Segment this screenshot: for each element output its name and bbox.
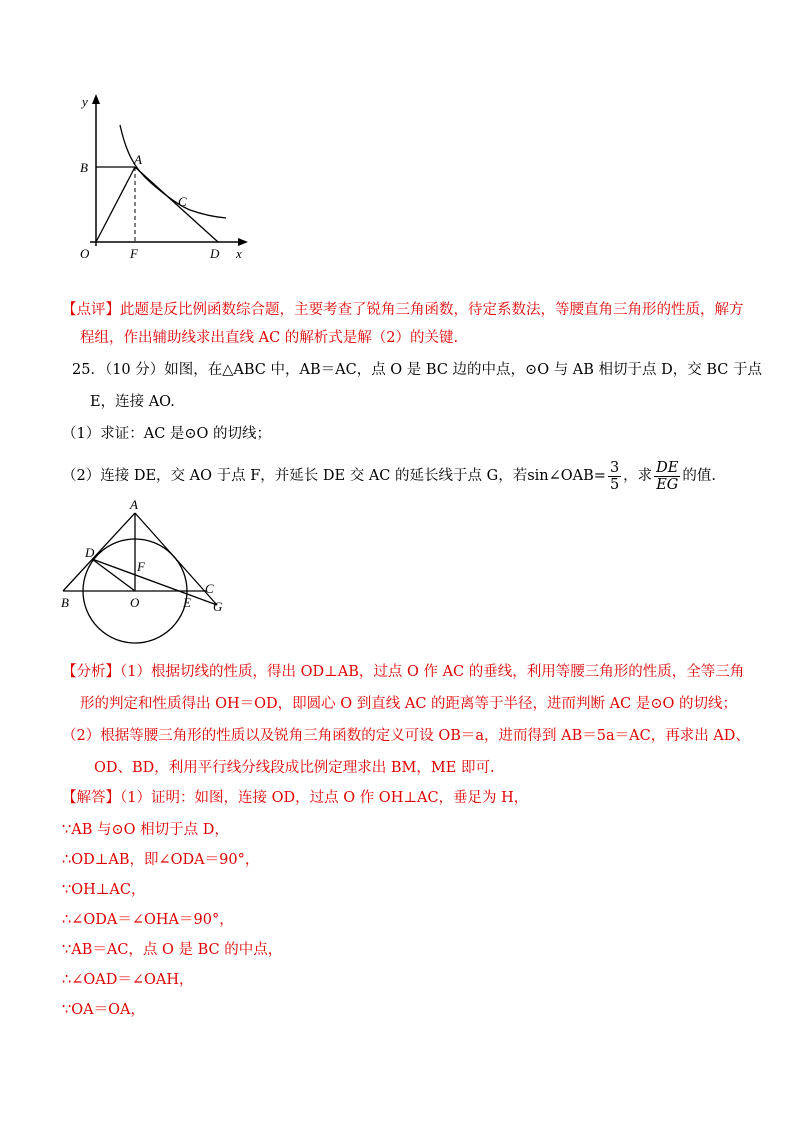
problem-25-part-1: （1）求证：AC 是⊙O 的切线； [62,426,272,442]
label-y: y [82,94,88,109]
x-axis-arrow [238,238,248,246]
y-axis-arrow [92,94,100,104]
segment-OA [96,167,135,242]
analysis-text-1: （1）根据切线的性质，得出 OD⊥AB，过点 O 作 AC 的垂线，利用等腰三角形的性质，全等三角 [120,664,745,680]
analysis-line-3: （2）根据等腰三角形的性质以及锐角三角函数的定义可设 OB＝a，进而得到 AB＝5a＝AC，再求出 AD、 [62,728,750,744]
part2-text-c: 的值. [682,468,716,484]
figure-2-geometry [55,495,235,645]
review-tag: 【点评】 [62,302,120,318]
label-x: x [236,246,242,261]
solution-line-1 [62,788,528,808]
fraction-DE-EG-num: DE [656,459,679,476]
label-O: O [80,246,90,261]
figure-1-graph [70,90,260,270]
fraction-3-5 [608,460,621,493]
solution-step-2: ∴OD⊥AB，即∠ODA＝90°， [62,852,260,868]
part2-text-b: ，求 [623,468,653,484]
fraction-DE-EG-den: EG [656,476,679,493]
analysis-tag: 【分析】 [62,664,120,680]
analysis-line-1 [62,662,744,682]
review-line-1 [62,300,744,320]
review-line-2: 程组，作出辅助线求出直线 AC 的解析式是解（2）的关键. [80,330,459,346]
problem-25-line-1: 25．（10 分）如图，在△ABC 中，AB＝AC，点 O 是 BC 边的中点，⊙O 与 AB 相切于点 D，交 BC 于点 [72,362,763,378]
part2-text-a: （2）连接 DE，交 AO 于点 F，并延长 DE 交 AC 的延长线于点 G，若 [62,468,528,484]
problem-25-part-2 [62,458,716,494]
label-A: A [134,152,142,167]
problem-25-line-2: E，连接 AO. [90,394,175,410]
solution-tag: 【解答】 [62,790,120,806]
label-G: G [213,599,223,614]
label-B: B [80,160,88,175]
part2-sin: sin∠OAB= [527,468,606,484]
segment-AD [135,167,218,242]
label-F: F [137,559,145,574]
fraction-3-5-num: 3 [609,459,620,476]
hyperbola-curve [120,125,226,218]
solution-step-6: ∴∠OAD＝∠OAH， [62,972,194,988]
review-text-1: 此题是反比例函数综合题，主要考查了锐角三角函数，待定系数法，等腰直角三角形的性质，解方 [120,302,744,318]
label-B: B [61,595,69,610]
label-E: E [183,595,191,610]
analysis-line-2: 形的判定和性质得出 OH＝OD，即圆心 O 到直线 AC 的距离等于半径，进而判断 AC 是⊙O 的切线； [80,696,737,712]
fraction-DE-EG [654,460,680,493]
label-C: C [205,581,214,596]
solution-text-1: （1）证明：如图，连接 OD，过点 O 作 OH⊥AC，垂足为 H， [120,790,529,806]
label-D: D [210,246,220,261]
solution-step-1: ∵AB 与⊙O 相切于点 D， [62,822,229,838]
solution-step-5: ∵AB＝AC，点 O 是 BC 的中点， [62,942,283,958]
label-A: A [130,497,138,512]
analysis-line-4: OD、BD，利用平行线分线段成比例定理求出 BM，ME 即可. [94,760,495,776]
solution-step-4: ∴∠ODA＝∠OHA＝90°， [62,912,234,928]
solution-step-3: ∵OH⊥AC， [62,882,146,898]
label-D: D [85,545,95,560]
segment-OD [92,559,135,591]
segment-AB [63,513,135,591]
solution-step-7: ∵OA＝OA， [62,1002,145,1018]
segment-DG [92,559,217,605]
fraction-3-5-den: 5 [609,476,620,493]
label-C: C [178,194,187,209]
label-O: O [130,595,140,610]
label-F: F [130,246,138,261]
